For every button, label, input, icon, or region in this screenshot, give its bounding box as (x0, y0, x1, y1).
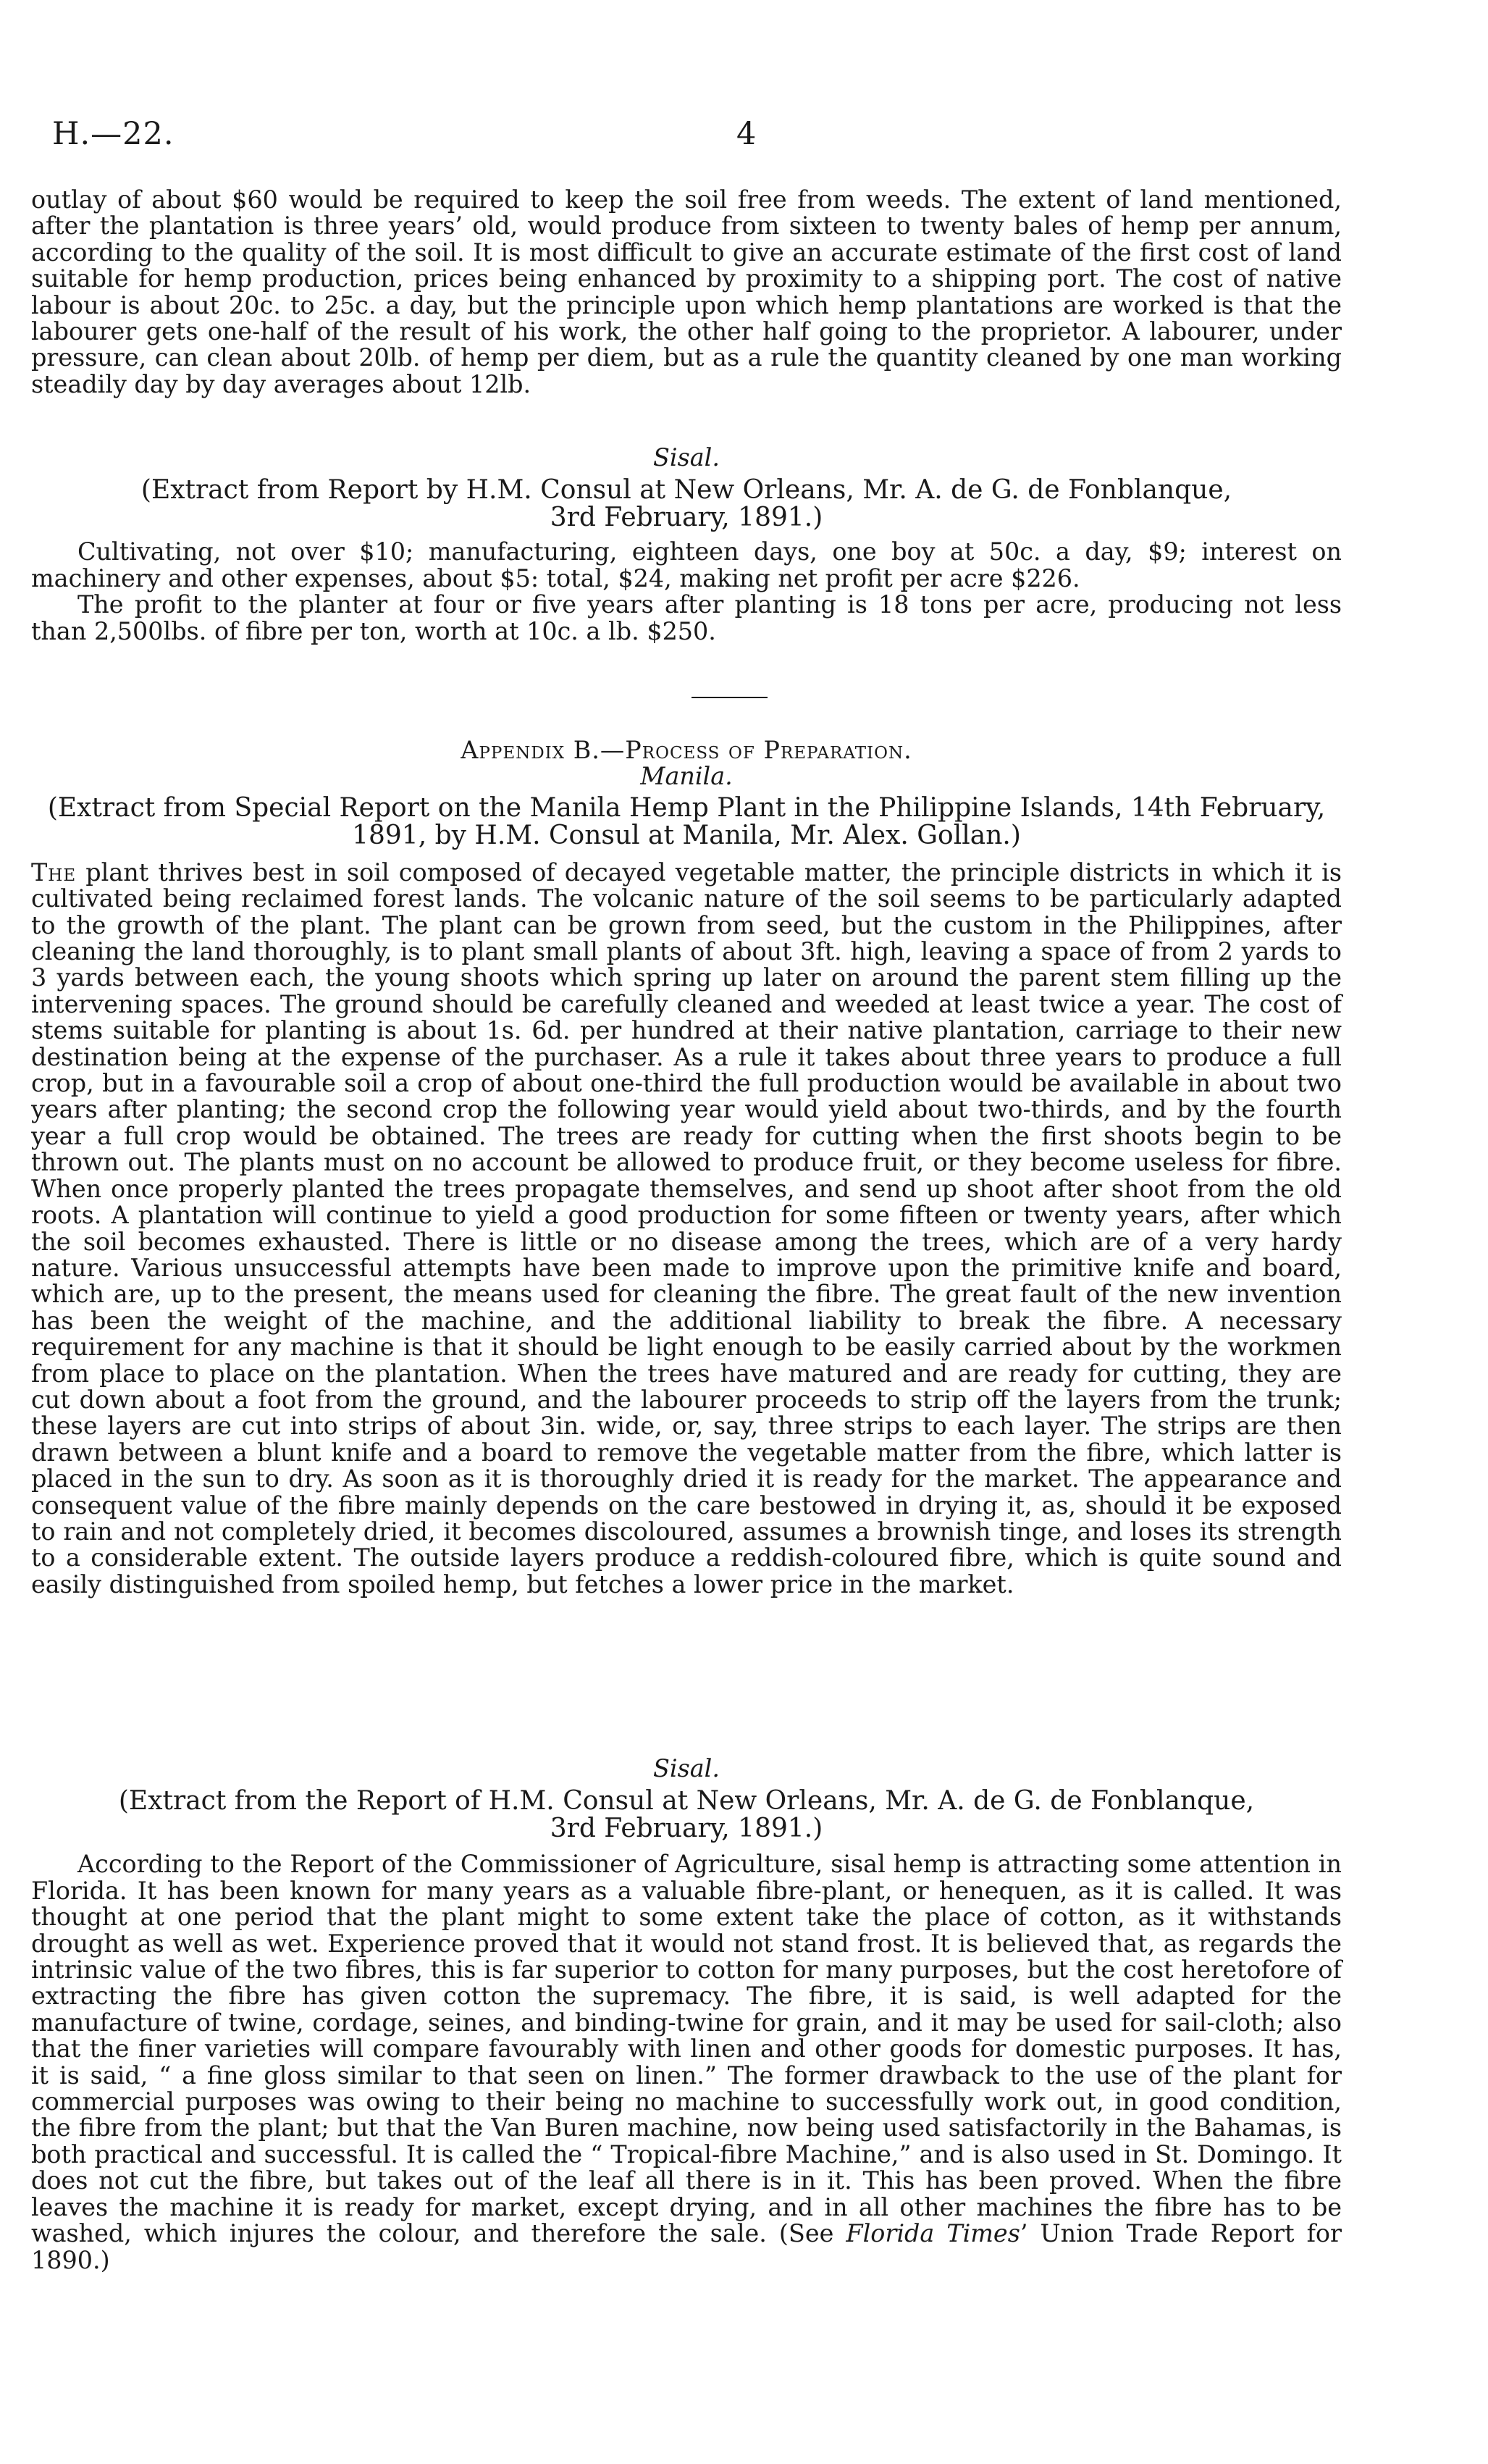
manila-subheading: Manila. (640, 762, 733, 791)
sisal-extract-line1: (Extract from Report by H.M. Consul at New Orleans, Mr. A. de G. de Fonblanque, (140, 475, 1232, 506)
sisal2-extract-line2: 3rd February, 1891.) (550, 1814, 823, 1844)
sisal-section-1 (31, 445, 1342, 645)
page-header (52, 116, 1436, 159)
opening-paragraph: outlay of about $60 would be required to keep the soil free from weeds. The extent of land mentioned, after the plantation is three years’ old, would produce from sixteen to twenty bales of hemp per annum, according to the quality of the soil. It is most difficult to give an accurate estimate of the first cost of land suitable for hemp production, prices being enhanced by proximity to a shipping port. The cost of native labour is about 20c. to 25c. a day, but the principle upon which hemp plantations are worked is that the labourer gets one-half of the result of his work, the other half going to the proprietor. A labourer, under pressure, can clean about 20lb. of hemp per diem, but as a rule the quantity cleaned by one man working steadily day by day averages about 12lb. (31, 185, 1342, 398)
florida-times-title: Florida Times (846, 2219, 1020, 2248)
page-number: 4 (736, 116, 757, 152)
manila-body-text: plant thrives best in soil composed of decayed vegetable matter, the principle districts in which it is cultivated being reclaimed forest lands. The volcanic nature of the soil seems to be particularly adapted to the growth of the plant. The plant can be grown from seed, but the custom in the Philippines, after cleaning the land thoroughly, is to plant small plants of about 3ft. high, leaving a space of from 2 yards to 3 yards between each, the young shoots which spring up later on around the parent stem filling up the intervening spaces. The ground should be carefully cleaned and weeded at least twice a year. The cost of stems suitable for planting is about 1s. 6d. per hundred at their native plantation, carriage to their new destination being at the expense of the purchaser. As a rule it takes about three years to produce a full crop, but in a favourable soil a crop of about one-third the full production would be available in about two years after planting; the second crop the following year would yield about two-thirds, and by the fourth year a full crop would be obtained. The trees are ready for cutting when the first shoots begin to be thrown out. The plants must on no account be allowed to produce fruit, or they become useless for fibre. When once properly planted the trees propagate themselves, and send up shoot after shoot from the old roots. A plantation will continue to yield a good production for some fifteen or twenty years, after which the soil becomes exhausted. There is little or no disease among the trees, which are of a very hardy nature. Various unsuccessful attempts have been made to improve upon the primitive knife and board, which are, up to the present, the means used for cleaning the fibre. The great fault of the new invention has been the weight of the machine, and the additional liability to break the fibre. A necessary requirement for any machine is that it should be light enough to be easily carried about by the workmen from place to place on the plantation. When the trees have matured and are ready for cutting, they are cut down about a foot from the ground, and the labourer proceeds to strip off the layers from the trunk; these layers are cut into strips of about 3in. wide, or, say, three strips to each layer. The strips are then drawn between a blunt knife and a board to remove the vegetable matter from the fibre, which latter is placed in the sun to dry. As soon as it is thoroughly dried it is ready for the market. The appearance and consequent value of the fibre mainly depends on the care bestowed in drying it, as, should it be exposed to rain and not completely dried, it becomes discoloured, assumes a brownish tinge, and loses its strength to a considerable extent. The outside layers produce a reddish-coloured fibre, which is quite sound and easily distinguished from spoiled hemp, but fetches a lower price in the market. (31, 858, 1342, 1598)
sisal2-body-b: ’ Union Trade Report for 1890.) (31, 2219, 1342, 2274)
manila-extract-line1: (Extract from Special Report on the Manila Hemp Plant in the Philippine Islands, 14th February, (47, 792, 1326, 823)
document-code: H.—22. (52, 116, 175, 152)
sisal-title-2: Sisal. (653, 1754, 720, 1782)
opening-paragraph-block (31, 187, 1342, 398)
sisal-section-2 (31, 1756, 1342, 2274)
manila-body (31, 860, 1342, 1598)
sisal-extract-line2: 3rd February, 1891.) (550, 503, 823, 533)
sisal2-extract-line1: (Extract from the Report of H.M. Consul at New Orleans, Mr. A. de G. de Fonblanque, (118, 1786, 1255, 1816)
appendix-heading: Appendix B.—Process of Preparation. (461, 736, 912, 764)
appendix-section (31, 737, 1342, 1598)
manila-extract-line2: 1891, by H.M. Consul at Manila, Mr. Alex. Gollan.) (352, 820, 1021, 850)
sisal2-body-a: According to the Report of the Commissioner of Agriculture, sisal hemp is attracting some attention in Florida. It has been known for many years as a valuable fibre-plant, or henequen, as it is called. It was thought at one period that the plant might to some extent take the place of cotton, as it withstands drought as well as wet. Experience proved that it would not stand frost. It is believed that, as regards the intrinsic value of the two fibres, this is far superior to cotton for many purposes, but the cost heretofore of extracting the fibre has given cotton the supremacy. The fibre, it is said, is well adapted for the manufacture of twine, cordage, seines, and binding-twine for grain, and it may be used for sail-cloth; also that the finer varieties will compare favourably with linen and other goods for domestic purposes. It has, it is said, “ a fine gloss similar to that seen on linen.” The former drawback to the use of the plant for commercial purposes was owing to their being no machine to successfully work out, in good condition, the fibre from the plant; but that the Van Buren machine, now being used satisfactorily in the Bahamas, is both practical and successful. It is called the “ Tropical-fibre Machine,” and is also used in St. Domingo. It does not cut the fibre, but takes out of the leaf all there is in it. This has been proved. When the fibre leaves the machine it is ready for market, except drying, and in all other machines the fibre has to be washed, which injures the colour, and therefore the sale. (See (31, 1850, 1342, 2248)
sisal-paragraph-2: The profit to the planter at four or five years after planting is 18 tons per acre, producing not less than 2,500lbs. of fibre per ton, worth at 10c. a lb. $250. (31, 590, 1342, 645)
manila-lead-word: The (31, 858, 77, 887)
sisal2-body (31, 1851, 1342, 2274)
sisal-paragraph-1: Cultivating, not over $10; manufacturing, eighteen days, one boy at 50c. a day, $9; interest on machinery and other expenses, about $5: total, $24, making net profit per acre $226. (31, 537, 1342, 592)
sisal-title-1: Sisal. (653, 443, 720, 472)
section-divider (692, 697, 768, 698)
